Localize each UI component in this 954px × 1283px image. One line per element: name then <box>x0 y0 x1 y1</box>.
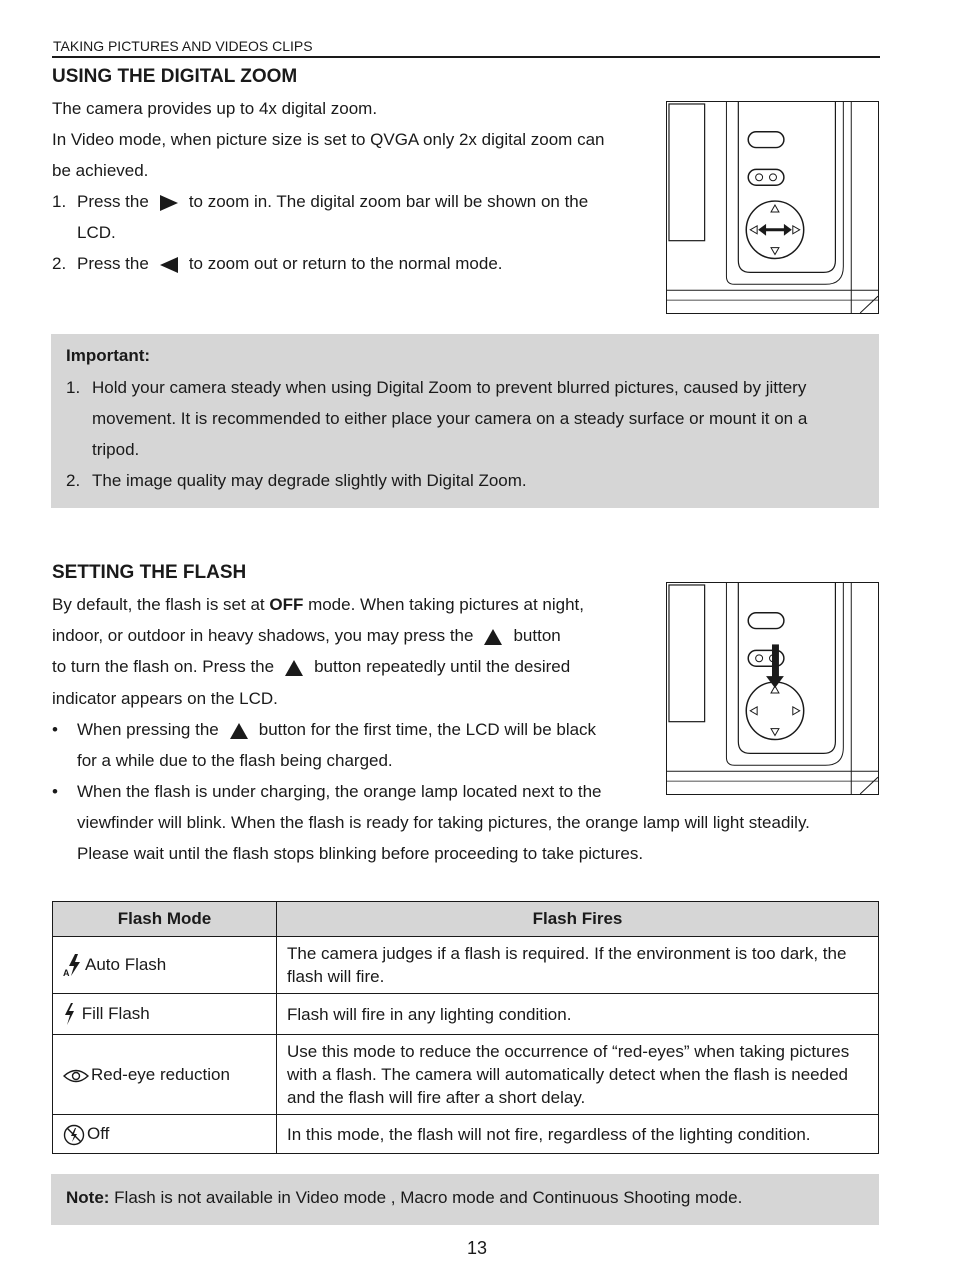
table-row <box>53 1115 879 1154</box>
note-body: Flash is not available in Video mode , Macro mode and Continuous Shooting mode. <box>109 1188 743 1207</box>
flash-bullet-1-cont: for a while due to the flash being charged. <box>77 751 393 770</box>
zoom-step-1 <box>77 186 588 217</box>
flash-bullet-1-post: button for the first time, the LCD will be black <box>258 720 597 739</box>
up-arrow-icon <box>229 722 249 740</box>
flash-off-bold: OFF <box>269 595 304 614</box>
table-row <box>53 1035 879 1115</box>
flash-mode-label: Auto Flash <box>85 954 167 974</box>
flash-fires-column-header: Flash Fires <box>277 902 879 937</box>
flash-fires-cell: Use this mode to reduce the occurrence of “red-eyes” when taking pictures with a flash. The camera will automatically detect when the flash is needed and the flash will fire after a short delay. <box>277 1035 879 1115</box>
flash-heading: SETTING THE FLASH <box>52 562 247 583</box>
flash-bullet-2-line-3: Please wait until the flash stops blinking before proceeding to take pictures. <box>77 844 644 863</box>
flash-mode-cell <box>53 994 277 1035</box>
flash-para-3-pre: to turn the flash on. Press the <box>52 657 275 676</box>
flash-para-3-post: button repeatedly until the desired <box>314 657 571 676</box>
flash-mode-table <box>52 901 879 1154</box>
flash-para-1-pre: By default, the flash is set at <box>52 595 270 614</box>
zoom-line-3: be achieved. <box>52 161 149 180</box>
table-row <box>53 994 879 1035</box>
bullet-1-marker: • <box>52 720 58 739</box>
flash-fires-cell: In this mode, the flash will not fire, regardless of the lighting condition. <box>277 1115 879 1154</box>
flash-bullet-1 <box>77 714 596 745</box>
flash-fires-cell: The camera judges if a flash is required. If the environment is too dark, the flash will fire. <box>277 937 879 994</box>
note-label: Note: <box>66 1188 110 1207</box>
camera-zoom-illustration <box>666 101 879 314</box>
note-text <box>66 1188 742 1208</box>
zoom-line-1: The camera provides up to 4x digital zoom. <box>52 99 378 118</box>
zoom-step-1-post: to zoom in. The digital zoom bar will be shown on the <box>188 192 589 211</box>
zoom-step-2-number: 2. <box>52 254 67 273</box>
red-eye-icon <box>63 1068 89 1084</box>
zoom-step-1-cont: LCD. <box>77 223 116 242</box>
up-arrow-icon <box>284 659 304 677</box>
right-arrow-icon <box>159 194 179 212</box>
flash-mode-cell <box>53 937 277 994</box>
flash-para-2-post: button <box>513 626 561 645</box>
flash-bullet-2-line-2: viewfinder will blink. When the flash is ready for taking pictures, the orange lamp will light steadily. <box>77 813 810 832</box>
section-header: TAKING PICTURES AND VIDEOS CLIPS <box>53 38 313 54</box>
important-title: Important: <box>66 346 151 365</box>
svg-text:A: A <box>63 968 70 978</box>
important-item-1-number: 1. <box>66 378 81 397</box>
flash-off-icon <box>63 1124 85 1146</box>
important-item-1-line-3: tripod. <box>92 440 140 459</box>
zoom-step-2-pre: Press the <box>77 254 149 273</box>
flash-mode-cell <box>53 1035 277 1115</box>
flash-mode-column-header: Flash Mode <box>53 902 277 937</box>
important-item-2-number: 2. <box>66 471 81 490</box>
fill-flash-icon <box>63 1002 75 1026</box>
up-arrow-icon <box>483 628 503 646</box>
flash-para-line-4: indicator appears on the LCD. <box>52 689 278 708</box>
flash-para-line-2 <box>52 620 561 651</box>
flash-para-1-post: mode. When taking pictures at night, <box>303 595 584 614</box>
zoom-step-2-post: to zoom out or return to the normal mode. <box>188 254 503 273</box>
flash-mode-label: Red-eye reduction <box>91 1065 230 1084</box>
important-item-1-line-1: Hold your camera steady when using Digital Zoom to prevent blurred pictures, caused by jittery <box>92 378 807 397</box>
flash-para-2-pre: indoor, or outdoor in heavy shadows, you may press the <box>52 626 474 645</box>
zoom-step-2 <box>77 248 503 279</box>
header-divider <box>52 56 880 58</box>
table-header-row <box>53 902 879 937</box>
flash-bullet-2-line-1: When the flash is under charging, the orange lamp located next to the <box>77 782 602 801</box>
flash-mode-label: Off <box>87 1124 110 1144</box>
auto-flash-icon <box>63 953 83 977</box>
zoom-step-1-pre: Press the <box>77 192 149 211</box>
table-row <box>53 937 879 994</box>
flash-bullet-1-pre: When pressing the <box>77 720 219 739</box>
flash-fires-cell: Flash will fire in any lighting condition. <box>277 994 879 1035</box>
camera-flash-illustration <box>666 582 879 795</box>
bullet-2-marker: • <box>52 782 58 801</box>
zoom-step-1-number: 1. <box>52 192 67 211</box>
flash-para-line-1 <box>52 589 584 620</box>
important-item-2-line-1: The image quality may degrade slightly with Digital Zoom. <box>92 471 527 490</box>
flash-mode-cell <box>53 1115 277 1154</box>
left-arrow-icon <box>159 256 179 274</box>
zoom-line-2: In Video mode, when picture size is set to QVGA only 2x digital zoom can <box>52 130 605 149</box>
zoom-heading: USING THE DIGITAL ZOOM <box>52 66 298 87</box>
page-number: 13 <box>466 1238 488 1258</box>
flash-para-line-3 <box>52 651 570 682</box>
flash-mode-label: Fill Flash <box>77 1003 150 1023</box>
important-item-1-line-2: movement. It is recommended to either place your camera on a steady surface or mount it on a <box>92 409 808 428</box>
